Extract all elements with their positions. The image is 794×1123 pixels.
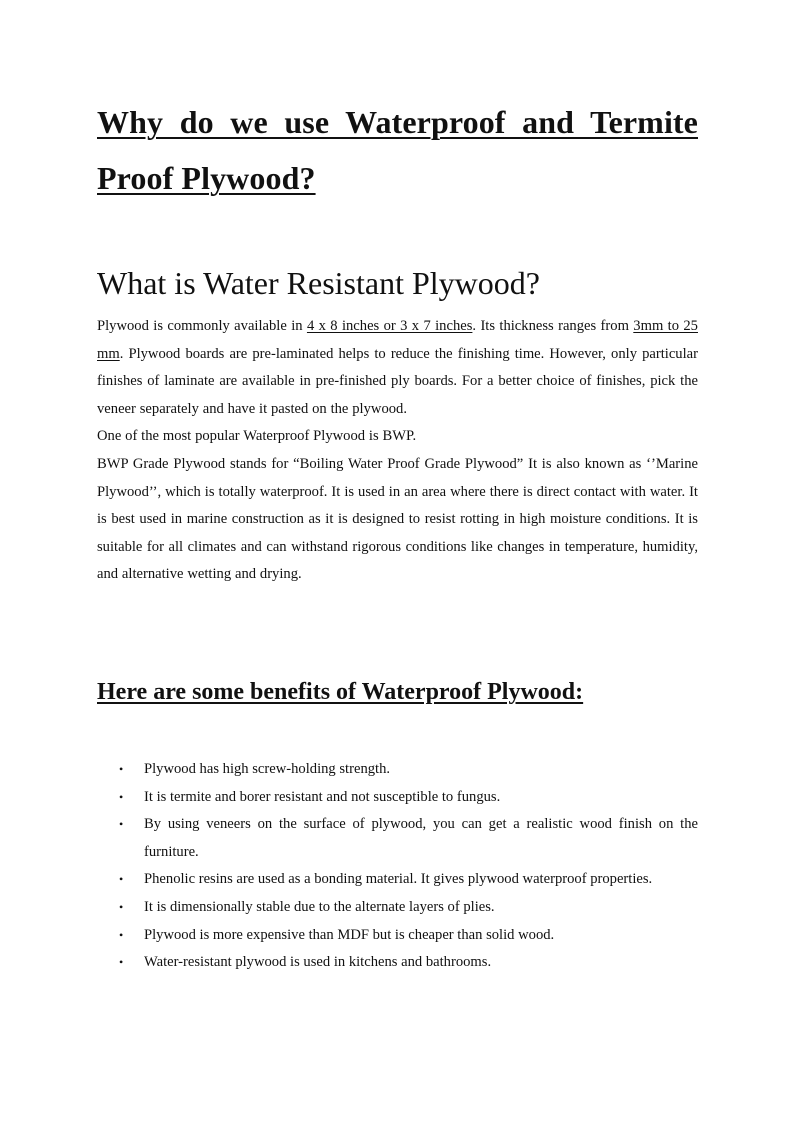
paragraph-text: Plywood is commonly available in: [97, 318, 307, 334]
list-item-text: It is dimensionally stable due to the alternate layers of plies.: [144, 898, 495, 915]
list-item: [97, 922, 698, 950]
section-title: What is Water Resistant Plywood?: [97, 265, 540, 301]
thickness-link[interactable]: 3mm to 25 mm: [97, 318, 698, 362]
paragraph-text: . Plywood boards are pre-laminated helps to reduce the finishing time. However, only particular finishes of laminate are available in pre-finished ply boards. For a better choice of finishes, pick the veneer separately and have it pasted on the plywood.: [97, 345, 698, 417]
bullet-icon: •: [119, 899, 124, 914]
bullet-icon: •: [119, 817, 124, 832]
bullet-icon: •: [119, 955, 124, 970]
size-link[interactable]: 4 x 8 inches or 3 x 7 inches: [306, 318, 473, 334]
benefits-title: Here are some benefits of Waterproof Plywood:: [97, 679, 584, 705]
list-item-text: Plywood is more expensive than MDF but is cheaper than solid wood.: [144, 926, 555, 943]
main-title: Why do we use Waterproof and Termite Proof Plywood?: [97, 104, 698, 196]
list-item-text: Water-resistant plywood is used in kitchens and bathrooms.: [144, 954, 492, 971]
paragraph-text: . Its thickness ranges from: [472, 318, 634, 334]
bullet-icon: •: [119, 762, 124, 776]
bullet-icon: •: [119, 789, 124, 804]
benefits-list: [97, 756, 698, 977]
list-item: [97, 784, 698, 812]
list-item: [97, 894, 698, 922]
list-item: [97, 866, 698, 894]
bullet-icon: •: [119, 927, 124, 942]
list-item: [97, 756, 698, 784]
bullet-icon: •: [119, 872, 124, 887]
list-item: [97, 811, 698, 866]
list-item-text: Phenolic resins are used as a bonding material. It gives plywood waterproof properties.: [144, 871, 653, 888]
list-item-text: Plywood has high screw-holding strength.: [144, 761, 391, 777]
body-text: [97, 313, 698, 589]
paragraph-bwp-details: BWP Grade Plywood stands for “Boiling Water Proof Grade Plywood” It is also known as ‘’Marine Plywood’’, which is totally waterproof. It is used in an area where there is direct contact with water. It is best used in marine construction as it is designed to resist rotting in high moisture conditions. It is suitable for all climates and can withstand rigorous conditions like changes in temperature, humidity, and alternative wetting and drying.: [97, 455, 698, 583]
list-item-text: By using veneers on the surface of plywood, you can get a realistic wood finish on the furniture.: [144, 816, 698, 860]
list-item: [97, 949, 698, 977]
paragraph-availability: [97, 313, 698, 423]
paragraph-bwp-intro: One of the most popular Waterproof Plywood is BWP.: [97, 428, 417, 445]
list-item-text: It is termite and borer resistant and not susceptible to fungus.: [144, 788, 501, 805]
